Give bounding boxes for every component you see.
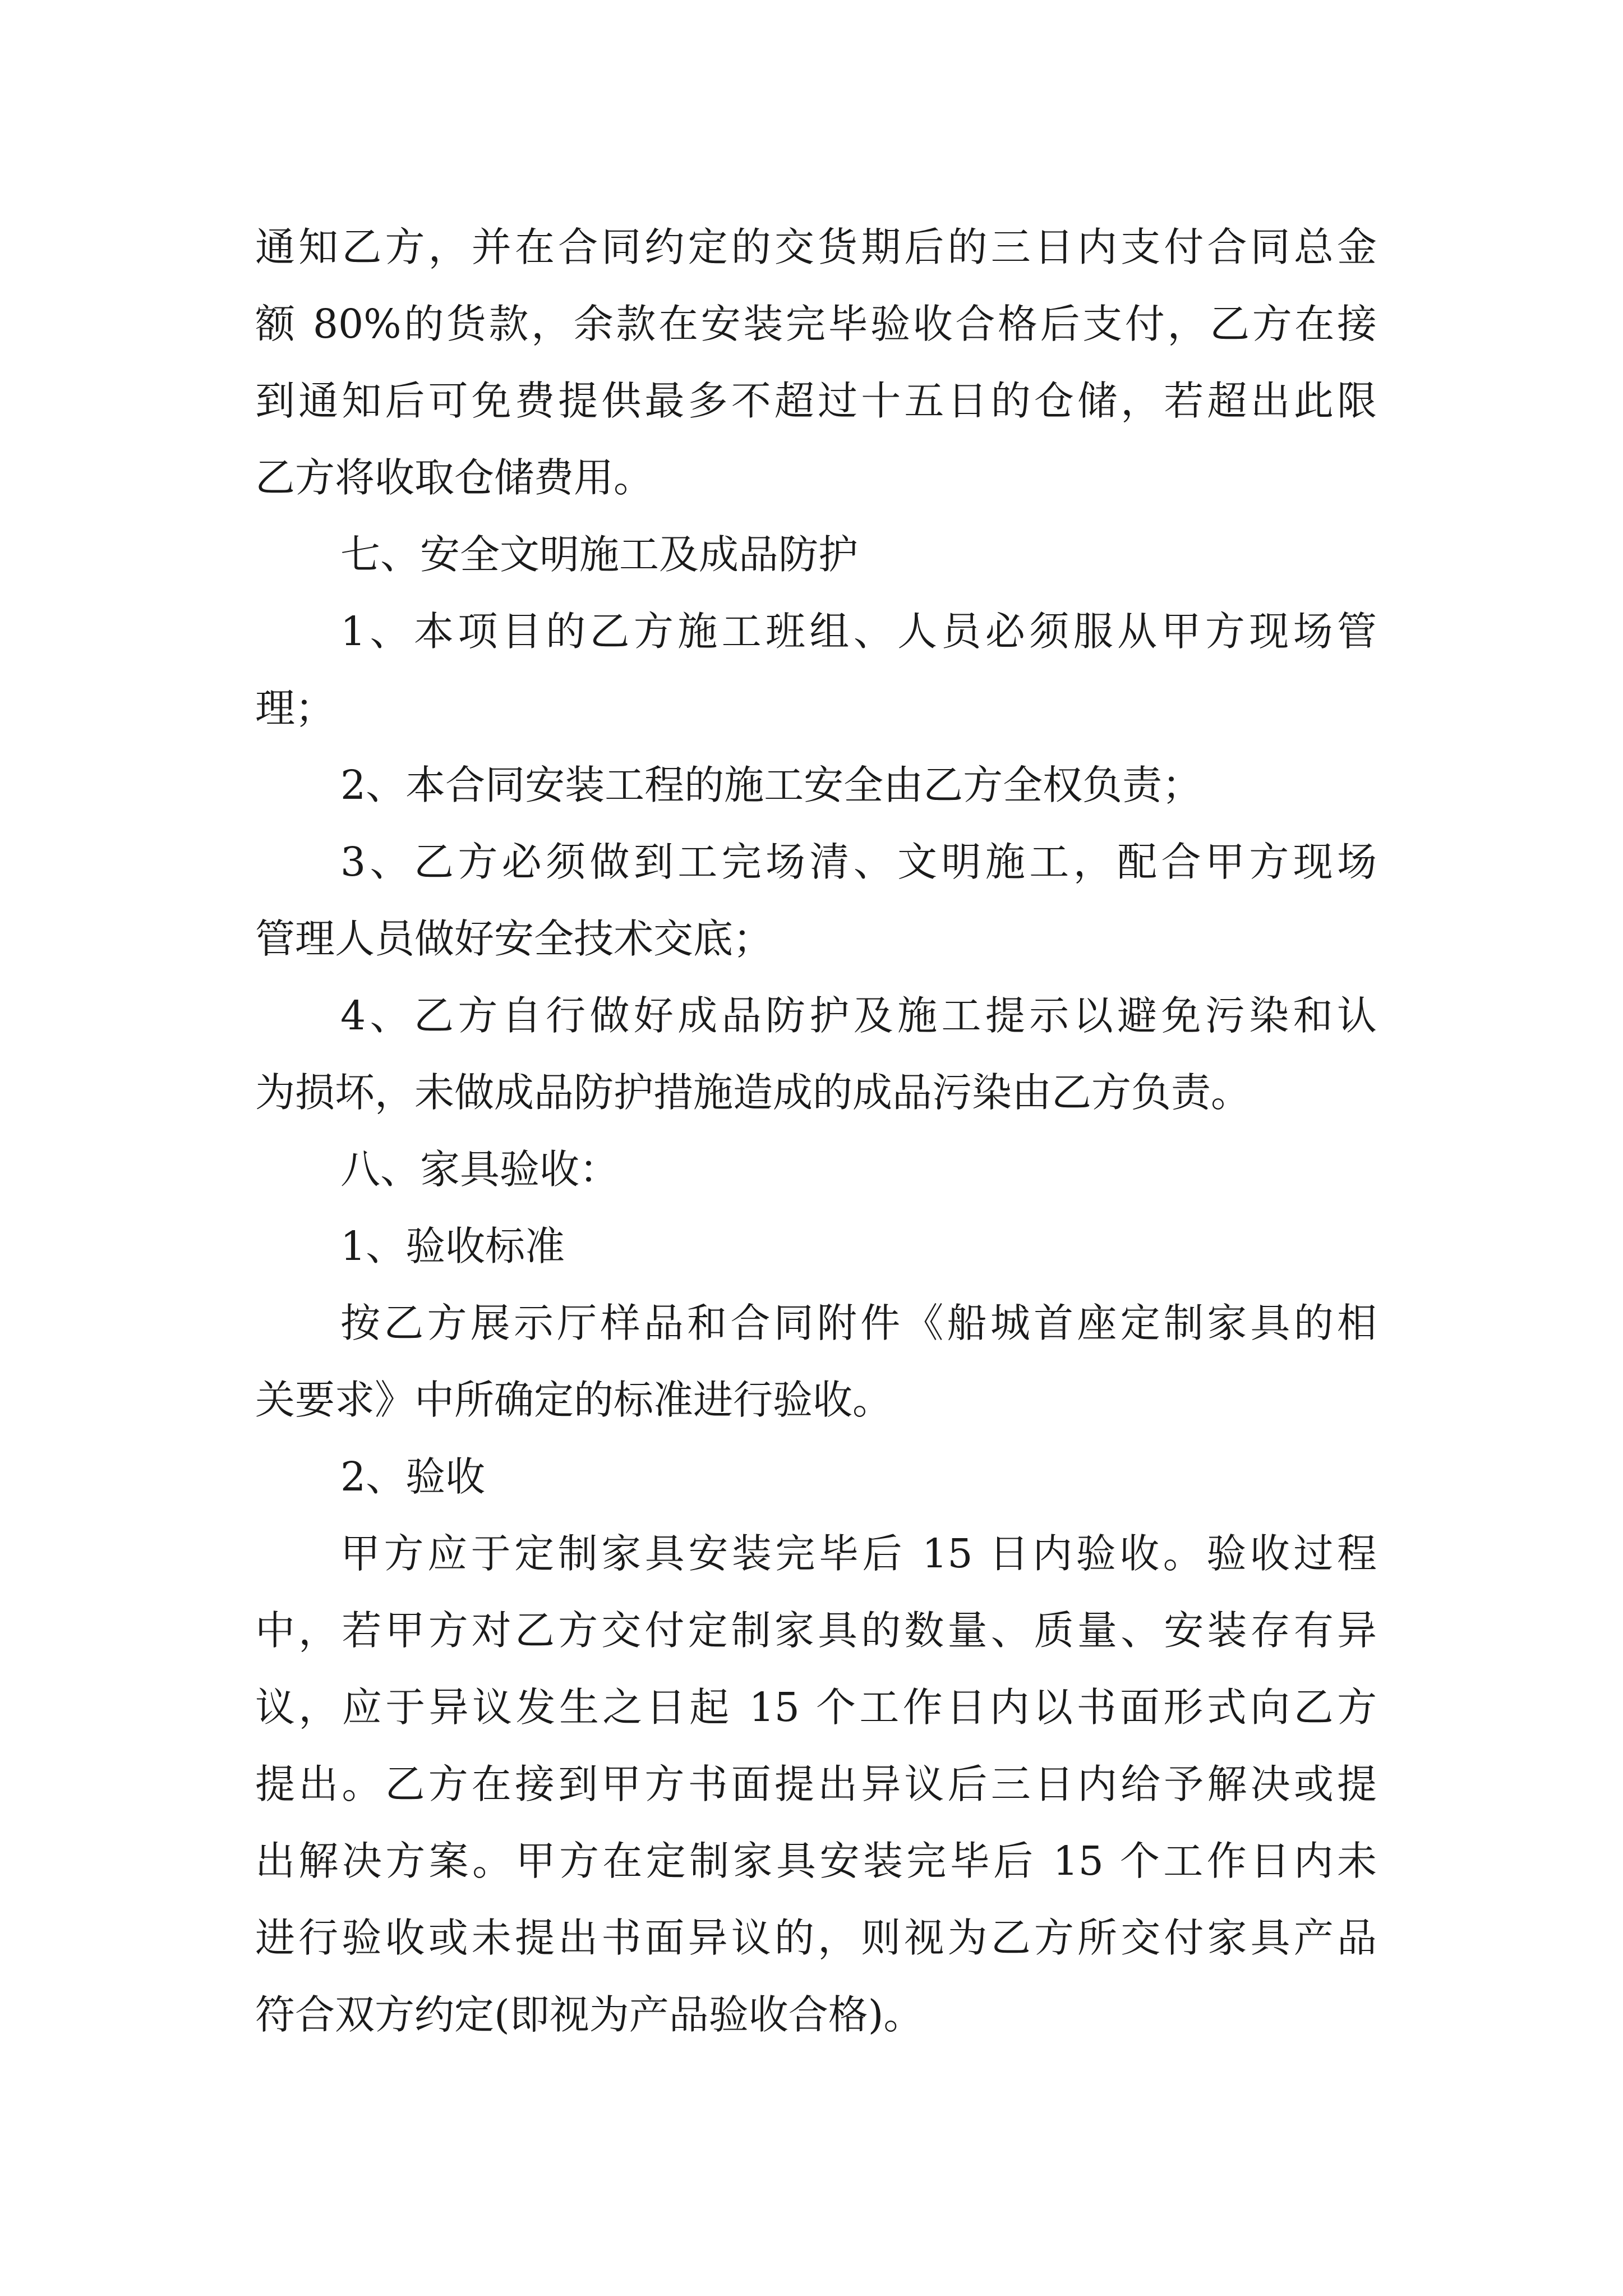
text-line: 议，应于异议发生之日起 15 个工作日内以书面形式向乙方 — [255, 1684, 1377, 1731]
text-line: 2、本合同安装工程的施工安全由乙方全权负责； — [340, 762, 1202, 808]
text-line: 3、乙方必须做到工完场清、文明施工，配合甲方现场 — [340, 839, 1377, 885]
text-line: 乙方将收取仓储费用。 — [255, 454, 654, 501]
text-line: 符合双方约定(即视为产品验收合格)。 — [255, 1991, 924, 2038]
text-line: 进行验收或未提出书面异议的，则视为乙方所交付家具产品 — [255, 1915, 1377, 1961]
text-line: 甲方应于定制家具安装完毕后 15 日内验收。验收过程 — [340, 1530, 1377, 1577]
text-line: 理； — [255, 685, 335, 731]
text-line: 中，若甲方对乙方交付定制家具的数量、质量、安装存有异 — [255, 1607, 1377, 1654]
text-line: 额 80%的货款，余款在安装完毕验收合格后支付，乙方在接 — [255, 301, 1377, 347]
text-line: 出解决方案。甲方在定制家具安装完毕后 15 个工作日内未 — [255, 1838, 1377, 1884]
section-heading: 七、安全文明施工及成品防护 — [340, 531, 859, 578]
section-heading: 八、家具验收： — [340, 1146, 620, 1193]
text-line: 关要求》中所确定的标准进行验收。 — [255, 1377, 893, 1423]
text-line: 4、乙方自行做好成品防护及施工提示以避免污染和认 — [340, 992, 1377, 1039]
subsection-heading: 2、验收 — [340, 1453, 486, 1500]
text-line: 1、本项目的乙方施工班组、人员必须服从甲方现场管 — [340, 608, 1377, 655]
text-line: 管理人员做好安全技术交底； — [255, 915, 773, 962]
text-line: 提出。乙方在接到甲方书面提出异议后三日内给予解决或提 — [255, 1761, 1377, 1807]
text-line: 为损坏，未做成品防护措施造成的成品污染由乙方负责。 — [255, 1069, 1251, 1116]
text-line: 通知乙方，并在合同约定的交货期后的三日内支付合同总金 — [255, 224, 1377, 270]
text-line: 按乙方展示厅样品和合同附件《船城首座定制家具的相 — [340, 1300, 1377, 1346]
subsection-heading: 1、验收标准 — [340, 1223, 565, 1269]
text-line: 到通知后可免费提供最多不超过十五日的仓储，若超出此限 — [255, 378, 1377, 424]
document-body — [255, 209, 1377, 2053]
